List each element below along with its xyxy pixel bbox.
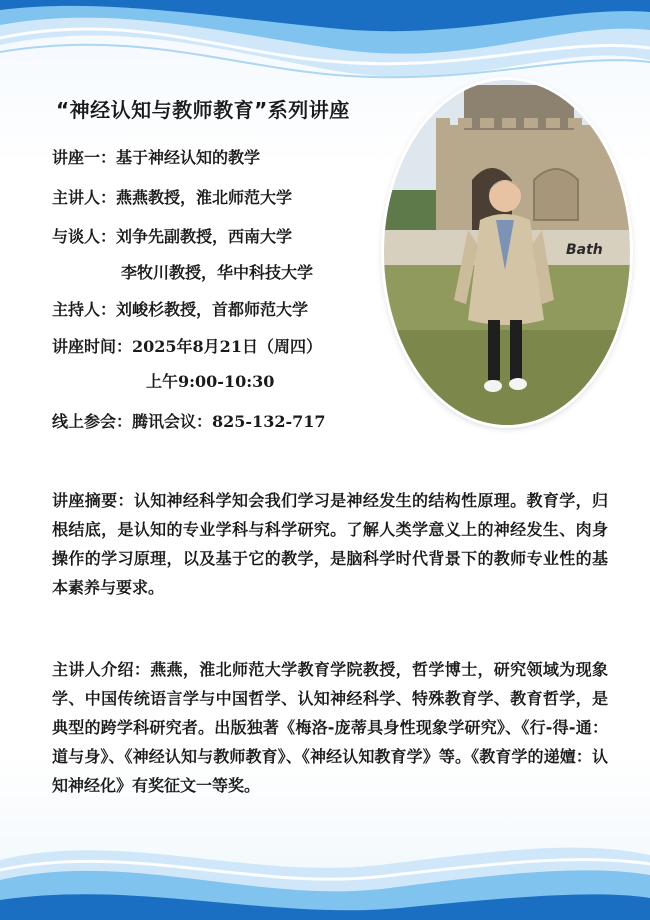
- lecture-topic-row: [52, 148, 260, 168]
- online-label: 线上参会：: [52, 412, 133, 431]
- topic-value: 基于神经认知的教学: [116, 148, 261, 167]
- abstract-text: 认知神经科学知会我们学习是神经发生的结构性原理。教育学，归根结底，是认知的专业学科与科学研究。了解人类学意义上的神经发生、肉身操作的学习原理，以及基于它的教学，是脑科学时代背景下的教师专业性的基本素养与要求。: [52, 491, 608, 597]
- discussant-2-row: [121, 263, 313, 283]
- date-value: 2025年8月21日（周四）: [132, 337, 322, 356]
- abstract-paragraph: [52, 486, 608, 602]
- topic-label: 讲座一：: [52, 148, 117, 167]
- speaker-label: 主讲人：: [52, 188, 117, 207]
- time-label: 讲座时间：: [52, 337, 133, 356]
- online-row: [52, 412, 326, 432]
- bio-label: 主讲人介绍：: [52, 660, 151, 679]
- time-value: 上午9:00-10:30: [146, 372, 275, 391]
- host-row: [52, 300, 308, 320]
- discussant-2: 李牧川教授，华中科技大学: [121, 263, 314, 282]
- discussant-1: 刘争先副教授，西南大学: [116, 227, 293, 246]
- bottom-wave-decoration: [0, 810, 650, 920]
- photo-caption: Bath: [566, 242, 603, 258]
- host-value: 刘峻杉教授，首都师范大学: [116, 300, 309, 319]
- time-row: [52, 337, 322, 357]
- poster-title: “神经认知与教师教育”系列讲座: [56, 98, 350, 122]
- discussants-row: [52, 227, 292, 247]
- online-value: 腾讯会议：825-132-717: [132, 412, 326, 431]
- discussants-label: 与谈人：: [52, 227, 117, 246]
- speaker-value: 燕燕教授，淮北师范大学: [116, 188, 293, 207]
- speaker-row: [52, 188, 292, 208]
- abstract-label: 讲座摘要：: [52, 491, 134, 510]
- speaker-bio-paragraph: [52, 655, 608, 800]
- host-label: 主持人：: [52, 300, 117, 319]
- bio-text: 燕燕，淮北师范大学教育学院教授，哲学博士，研究领域为现象学、中国传统语言学与中国哲学、认知神经科学、特殊教育学、教育哲学，是典型的跨学科研究者。出版独著《梅洛-庞蒂具身性现象学研究》、《行-得-通：道与身》、《神经认知与教师教育》、《神经认知教育学》等。《教育学的递嬗：认知神经化》有奖征文一等奖。: [52, 660, 608, 795]
